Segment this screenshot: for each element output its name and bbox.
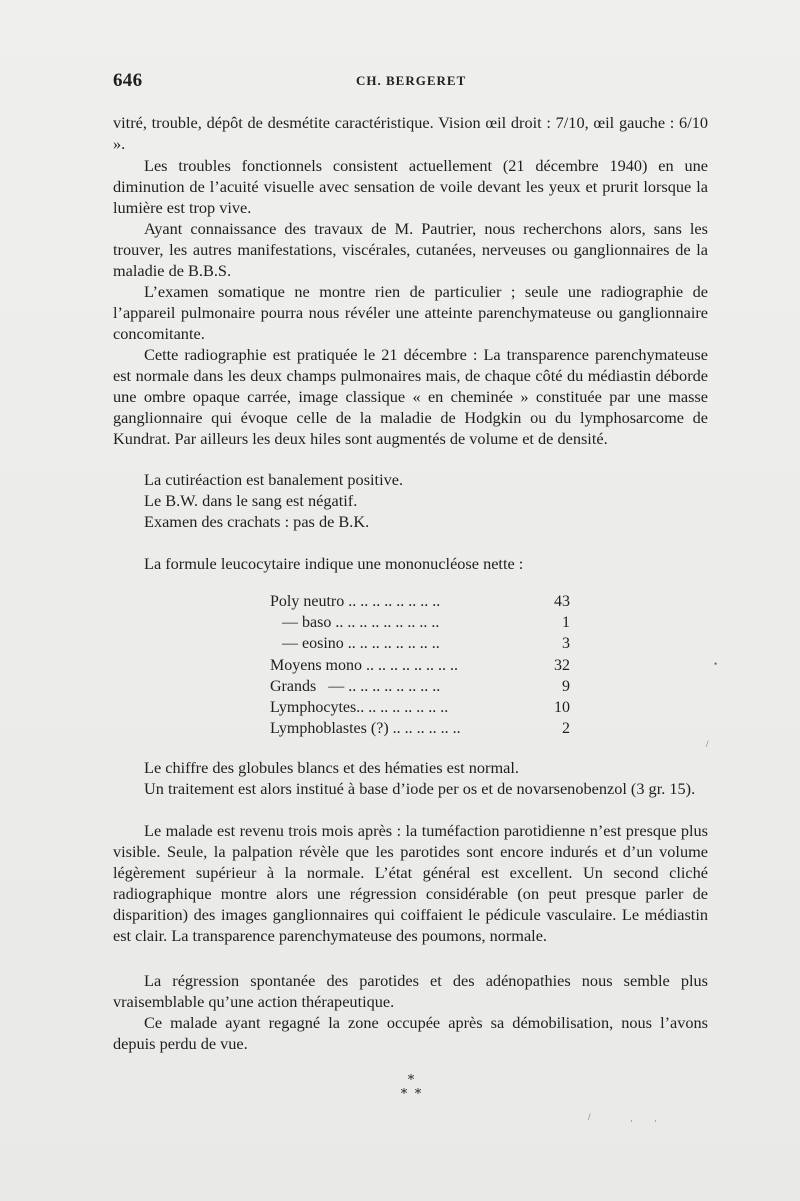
formula-value: 1	[562, 614, 570, 632]
paragraph-treatment: Un traitement est alors institué à base d’iode per os et de novarsenobenzol (3 gr. 15).	[144, 779, 696, 798]
paper-speck: ·	[630, 1116, 633, 1126]
formula-value: 10	[554, 698, 570, 716]
page-number: 646	[113, 70, 143, 91]
formula-row	[270, 591, 570, 612]
formula-value: 32	[554, 656, 570, 674]
section-end-ornament	[396, 1074, 426, 1102]
formula-label: Lymphocytes.. .. .. .. .. .. .. ..	[270, 698, 449, 716]
paragraph-cutireaction: La cutiréaction est banalement positive.	[144, 470, 404, 489]
formula-row	[270, 655, 570, 676]
formula-label: Lymphoblastes (?) .. .. .. .. .. ..	[270, 720, 461, 738]
paper-speck: •	[714, 659, 718, 669]
formula-label: Poly neutro .. .. .. .. .. .. .. ..	[270, 593, 441, 610]
paragraph-regression: La régression spontanée des parotides et des adénopathies nous semble plus vraisemblable qu’une action thérapeutique.	[113, 971, 708, 1011]
formula-label: Moyens mono .. .. .. .. .. .. .. ..	[270, 656, 458, 674]
formula-label: — eosino .. .. .. .. .. .. .. ..	[270, 635, 440, 653]
paragraph-sputum: Examen des crachats : pas de B.K.	[144, 512, 370, 531]
formula-row	[270, 612, 570, 633]
paragraph-blood-count: Le chiffre des globules blancs et des hématies est normal.	[144, 758, 519, 777]
formula-row	[270, 697, 570, 718]
paragraph-pautrier: Ayant connaissance des travaux de M. Pautrier, nous recherchons alors, sans les trouver, les autres manifestations, viscérales, cutanées, nerveuses ou ganglionnaires de la maladie de B.B.S.	[113, 219, 708, 280]
formula-value: 43	[554, 593, 570, 610]
paragraph-somatic-exam: L’examen somatique ne montre rien de particulier ; seule une radiographie de l’appareil pulmonaire pourra nous révéler une atteinte parenchymateuse ou ganglionnaire concomitante.	[113, 282, 708, 343]
formula-row	[270, 676, 570, 697]
svg-text:*: *	[414, 1087, 422, 1102]
svg-text:*: *	[407, 1074, 415, 1088]
leukocyte-formula-table	[270, 591, 570, 739]
paragraph-lost-follow-up: Ce malade ayant regagné la zone occupée après sa démobilisation, nous l’avons depuis perdu de vue.	[113, 1013, 708, 1053]
paper-speck: ·	[654, 1116, 657, 1126]
formula-value: 3	[562, 635, 570, 653]
formula-row	[270, 718, 570, 739]
paragraph-follow-up: Le malade est revenu trois mois après : la tuméfaction parotidienne n’est presque plus visible. Seule, la palpation révèle que les parotides sont encore indurés et d’un volume légèrement supérieur à la normale. L’état général est excellent. Un second cliché radiographique montre alors une régression considérable (on peut presque parler de disparition) des images ganglionnaires qui coiffaient le pédicule vasculaire. Le médiastin est clair. La transparence parenchymateuse des poumons, normale.	[113, 821, 708, 945]
paragraph-vision: vitré, trouble, dépôt de desmétite caractéristique. Vision œil droit : 7/10, œil gauche : 6/10 ».	[113, 113, 708, 153]
paragraph-radiography: Cette radiographie est pratiquée le 21 décembre : La transparence parenchymateuse est normale dans les deux champs pulmonaires mais, de chaque côté du médiastin déborde une ombre opaque carrée, image classique « en cheminée » constituée par une masse ganglionnaire qui évoque celle de la maladie de Hodgkin ou du lymphosarcome de Kundrat. Par ailleurs les deux hiles sont augmentés de volume et de densité.	[113, 345, 708, 448]
asterism-icon	[396, 1074, 426, 1102]
paragraph-bw-test: Le B.W. dans le sang est négatif.	[144, 491, 358, 510]
formula-label: — baso .. .. .. .. .. .. .. .. ..	[270, 614, 440, 632]
formula-label: Grands — .. .. .. .. .. .. .. ..	[270, 677, 441, 695]
paragraph-functional-troubles: Les troubles fonctionnels consistent actuellement (21 décembre 1940) en une diminution de l’acuité visuelle avec sensation de voile devant les yeux et prurit lorsque la lumière est trop vive.	[113, 156, 708, 217]
running-head: CH. BERGERET	[356, 73, 467, 88]
paragraph-leukocyte-formula: La formule leucocytaire indique une mononucléose nette :	[144, 554, 524, 573]
page-header	[113, 70, 708, 94]
svg-text:*: *	[400, 1087, 408, 1102]
formula-value: 9	[562, 677, 570, 695]
formula-row	[270, 633, 570, 654]
paper-speck: /	[706, 739, 709, 749]
paper-speck: /	[588, 1112, 591, 1122]
formula-value: 2	[562, 720, 570, 738]
